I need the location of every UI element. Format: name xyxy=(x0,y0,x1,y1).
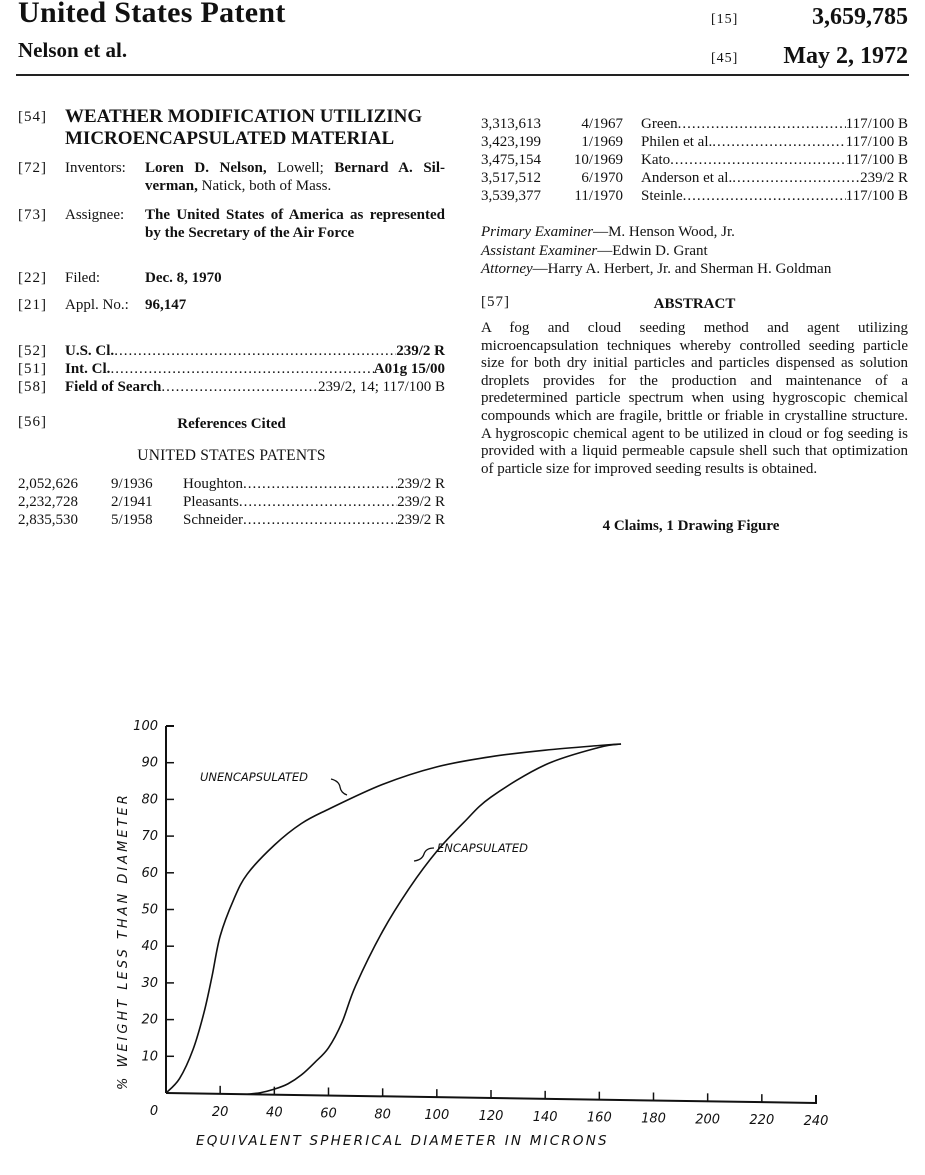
inventors-field xyxy=(18,159,445,195)
appl-no-label: Appl. No.: xyxy=(65,297,129,313)
inventor-1: Loren D. Nelson, xyxy=(145,160,267,176)
us-class-value: 239/2 R xyxy=(396,343,445,359)
leader-dots xyxy=(670,151,845,169)
reference-class: 117/100 B xyxy=(845,116,908,132)
filed-value: Dec. 8, 1970 xyxy=(145,270,222,286)
y-tick-label: 20 xyxy=(141,1012,158,1028)
leader-dots xyxy=(161,378,318,396)
encapsulated-label: ENCAPSULATED xyxy=(437,841,529,855)
attorney-label: Attorney xyxy=(481,261,533,277)
patent-date: May 2, 1972 xyxy=(783,43,908,69)
leader-dots xyxy=(683,187,846,205)
leader-dots xyxy=(239,493,397,511)
title-block xyxy=(18,106,445,150)
patent-number-code: [15] xyxy=(711,12,739,27)
x-tick-label: 80 xyxy=(374,1107,391,1123)
reference-date: 10/1969 xyxy=(573,152,623,168)
reference-class: 239/2 R xyxy=(397,476,445,492)
y-tick-label: 70 xyxy=(141,829,158,845)
us-class-row xyxy=(18,342,445,360)
x-tick-label: 40 xyxy=(266,1105,283,1121)
assistant-examiner xyxy=(481,242,921,261)
claims-summary: 4 Claims, 1 Drawing Figure xyxy=(602,518,780,534)
references-heading-row xyxy=(18,414,445,433)
int-class-code: [51] xyxy=(18,361,47,377)
reference-name: Pleasants xyxy=(183,494,239,510)
appl-no-field xyxy=(18,296,445,314)
reference-row xyxy=(18,493,445,511)
attorney xyxy=(481,260,921,279)
x-tick-label: 160 xyxy=(586,1110,612,1126)
inventor-short: Nelson et al. xyxy=(18,38,128,62)
reference-number: 3,313,613 xyxy=(481,116,541,132)
inventor-2-place: Natick, both of Mass. xyxy=(197,178,332,194)
reference-number: 3,539,377 xyxy=(481,188,541,204)
title-code: [54] xyxy=(18,109,47,125)
us-class-label: U.S. Cl. xyxy=(65,343,115,359)
x-tick-label: 60 xyxy=(320,1106,337,1122)
y-tick-label: 90 xyxy=(141,755,158,771)
x-tick-label: 200 xyxy=(695,1112,721,1128)
references-code: [56] xyxy=(18,414,47,430)
series-line-unencapsulated xyxy=(166,744,621,1093)
patent-number: 3,659,785 xyxy=(812,4,908,30)
leader-dots xyxy=(243,511,397,529)
filed-field xyxy=(18,269,445,287)
x-tick-label: 0 xyxy=(149,1104,159,1119)
reference-number: 2,052,626 xyxy=(18,476,78,492)
us-patents-subheading: UNITED STATES PATENTS xyxy=(137,447,326,464)
y-tick-label: 40 xyxy=(141,939,158,955)
reference-date: 11/1970 xyxy=(574,188,623,204)
unencapsulated-leader xyxy=(331,779,347,795)
appl-no-value: 96,147 xyxy=(145,297,187,313)
references-left-list xyxy=(18,475,445,529)
references-heading: References Cited xyxy=(177,416,286,432)
abstract-heading-row xyxy=(481,294,908,313)
int-class-label: Int. Cl. xyxy=(65,361,111,377)
reference-name: Kato xyxy=(641,152,671,168)
reference-name: Steinle xyxy=(641,188,683,204)
field-of-search-code: [58] xyxy=(18,379,47,395)
leader-dots xyxy=(712,133,845,151)
inventor-1-place: Lowell; xyxy=(266,160,335,176)
x-tick-label: 240 xyxy=(803,1114,829,1129)
x-tick-label: 140 xyxy=(532,1109,558,1125)
attorney-name: —Harry A. Herbert, Jr. and Sherman H. Goldman xyxy=(532,261,832,277)
reference-row xyxy=(18,475,445,493)
reference-number: 3,475,154 xyxy=(481,152,541,168)
reference-row xyxy=(481,133,908,151)
abstract-text: A fog and cloud seeding method and agent utilizing microencapsulation techniques whereby controlled seeding particle size for both dry initial particles and particles dispensed as solution droplets provides for the production and maintenance of a predetermined particle spectrum when using hygroscopic chemical compounds which are fragile, brittle or friable in crystalline structure. A hygroscopic chemical agent to be utilized in cloud or fog seeding is provided with a liquid permeable capsule shell such that optimization of particle size for improved seeding results is obtained. xyxy=(481,320,908,477)
y-tick-label: 50 xyxy=(141,902,158,918)
leader-dots xyxy=(732,169,860,187)
primary-examiner-label: Primary Examiner xyxy=(481,224,594,240)
x-tick-label: 20 xyxy=(211,1104,229,1120)
reference-row xyxy=(481,151,908,169)
leader-dots xyxy=(678,115,846,133)
field-of-search-row xyxy=(18,378,445,396)
reference-name: Houghton xyxy=(183,476,243,492)
reference-name: Philen et al. xyxy=(641,134,713,150)
reference-row xyxy=(481,115,908,133)
reference-class: 239/2 R xyxy=(397,494,445,510)
filed-label: Filed: xyxy=(65,270,101,286)
int-class-value: A01g 15/00 xyxy=(373,361,445,377)
inventor-2: Bernard A. Sil-verman, xyxy=(145,160,445,194)
inventors-value xyxy=(145,159,445,195)
inventors-code: [72] xyxy=(18,160,47,176)
y-tick-label: 80 xyxy=(141,792,158,808)
y-tick-label: 60 xyxy=(141,865,158,881)
primary-examiner-name: —M. Henson Wood, Jr. xyxy=(593,224,735,240)
leader-dots xyxy=(114,342,396,360)
assistant-examiner-label: Assistant Examiner xyxy=(481,242,598,259)
reference-number: 2,232,728 xyxy=(18,494,78,510)
reference-date: 6/1970 xyxy=(581,170,623,186)
invention-title-line1: WEATHER MODIFICATION UTILIZING xyxy=(65,106,423,127)
y-tick-label: 100 xyxy=(133,719,158,734)
classification-block xyxy=(18,342,445,396)
references-right-list xyxy=(481,115,908,205)
reference-date: 5/1958 xyxy=(111,512,153,528)
assignee-field xyxy=(18,206,445,242)
reference-date: 9/1936 xyxy=(111,476,153,492)
unencapsulated-label: UNENCAPSULATED xyxy=(200,770,309,784)
series-line-encapsulated xyxy=(247,744,621,1094)
appl-no-code: [21] xyxy=(18,297,47,313)
abstract-code: [57] xyxy=(481,294,510,310)
leader-dots xyxy=(110,360,373,378)
particle-size-chart xyxy=(0,700,925,1175)
header-rule xyxy=(16,74,909,76)
reference-row xyxy=(18,511,445,529)
us-class-code: [52] xyxy=(18,343,47,359)
reference-class: 239/2 R xyxy=(397,512,445,528)
y-tick-label: 30 xyxy=(141,975,158,991)
x-axis-label: EQUIVALENT SPHERICAL DIAMETER IN MICRONS xyxy=(196,1133,609,1149)
y-tick-label: 10 xyxy=(141,1049,158,1065)
reference-name: Schneider xyxy=(183,512,243,528)
primary-examiner xyxy=(481,223,921,242)
reference-date: 2/1941 xyxy=(111,494,153,510)
reference-name: Anderson et al. xyxy=(641,170,733,186)
filed-code: [22] xyxy=(18,270,47,286)
y-axis-label: % WEIGHT LESS THAN DIAMETER xyxy=(116,792,131,1090)
document-title: United States Patent xyxy=(18,0,286,29)
assignee-code: [73] xyxy=(18,207,47,223)
inventors-label: Inventors: xyxy=(65,160,126,176)
reference-date: 1/1969 xyxy=(581,134,623,150)
reference-row xyxy=(481,169,908,187)
reference-number: 3,423,199 xyxy=(481,134,541,150)
x-tick-labels xyxy=(150,1104,829,1129)
reference-class: 117/100 B xyxy=(845,152,908,168)
leader-dots xyxy=(243,475,397,493)
invention-title-line2: MICROENCAPSULATED MATERIAL xyxy=(65,128,395,149)
examiners-block xyxy=(481,223,921,279)
x-tick-label: 120 xyxy=(478,1109,504,1124)
reference-class: 117/100 B xyxy=(845,188,908,204)
date-code: [45] xyxy=(711,51,739,66)
reference-date: 4/1967 xyxy=(581,116,623,132)
int-class-row xyxy=(18,360,445,378)
x-tick-label: 220 xyxy=(749,1113,775,1129)
field-of-search-label: Field of Search xyxy=(65,379,162,395)
abstract-heading: ABSTRACT xyxy=(653,296,736,312)
x-tick-label: 180 xyxy=(641,1111,666,1127)
assistant-examiner-name: —Edwin D. Grant xyxy=(597,242,708,259)
reference-class: 117/100 B xyxy=(845,134,908,150)
reference-name: Green xyxy=(641,116,678,132)
y-ticks xyxy=(166,726,174,1056)
reference-number: 3,517,512 xyxy=(481,170,541,186)
chart-series xyxy=(166,744,621,1094)
reference-row xyxy=(481,187,908,205)
reference-class: 239/2 R xyxy=(860,170,908,186)
assignee-value: The United States of America as represented by the Secretary of the Air Force xyxy=(145,207,445,241)
y-tick-labels xyxy=(133,719,158,1064)
x-tick-label: 100 xyxy=(424,1108,450,1124)
assignee-label: Assignee: xyxy=(65,207,125,223)
field-of-search-value: 239/2, 14; 117/100 B xyxy=(318,379,445,395)
reference-number: 2,835,530 xyxy=(18,512,78,528)
